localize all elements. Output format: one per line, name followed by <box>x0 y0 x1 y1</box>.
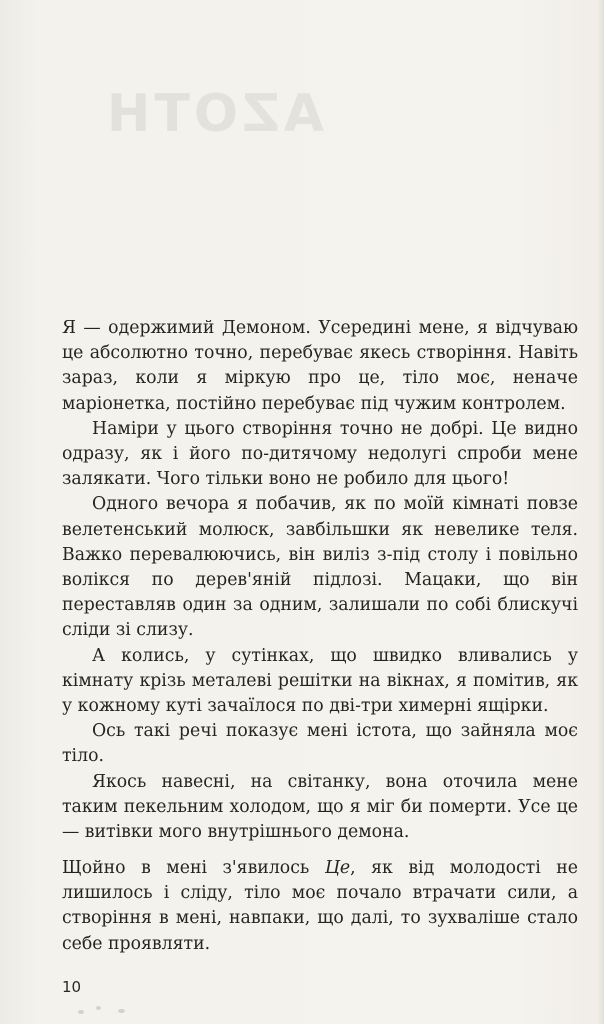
paper-speck <box>78 1010 84 1014</box>
paragraph-3: Одного вечора я побачив, як по моїй кімнаті повзе велетенський молюск, завбільшки як невелике теля. Важко перевалюючись, він виліз з-під столу і повільно волікся по дерев'яній підлозі. Мацаки, що він переставляв один за одним, залишали по собі блискучі сліди зі слизу. <box>62 494 578 641</box>
page-edge-shadow <box>598 0 604 1024</box>
main-text-block <box>62 316 578 845</box>
paragraph-7-start: Щойно в мені з'явилось <box>62 858 325 878</box>
bleed-through-title: AZOTH <box>102 84 324 144</box>
paragraph-5: Ось такі речі показує мені істота, що зайняла моє тіло. <box>62 721 578 767</box>
page-number: 10 <box>62 978 82 996</box>
paragraph-7 <box>62 856 578 957</box>
paragraph-2: Наміри у цього створіння точно не добрі. Це видно одразу, як і його по-дитячому недолугі спроби мене залякати. Чого тільки воно не робило для цього! <box>62 418 578 490</box>
paper-speck <box>118 1009 125 1013</box>
paper-speck <box>96 1006 101 1010</box>
second-text-block <box>62 856 578 957</box>
paragraph-7-end: , як від молодості не лишилось і сліду, тіло моє почало втрачати сили, а створіння в мені, навпаки, що далі, то зухваліше стало себе проявляти. <box>62 858 578 954</box>
paragraph-1: Я — одержимий Демоном. Усередині мене, я відчуваю це абсолютно точно, перебуває якесь створіння. Навіть зараз, коли я міркую про це, тіло моє, неначе маріонетка, постійно перебуває під чужим контролем. <box>62 318 578 414</box>
paragraph-7-italic: Це <box>324 858 351 878</box>
paragraph-4: А колись, у сутінках, що швидко вливались у кімнату крізь металеві решітки на вікнах, я помітив, як у кожному куті зачаїлося по дві-три химерні ящірки. <box>62 645 578 717</box>
paragraph-6: Якось навесні, на світанку, вона оточила мене таким пекельним холодом, що я міг би померти. Усе це — витівки мого внутрішнього демона. <box>62 771 578 843</box>
